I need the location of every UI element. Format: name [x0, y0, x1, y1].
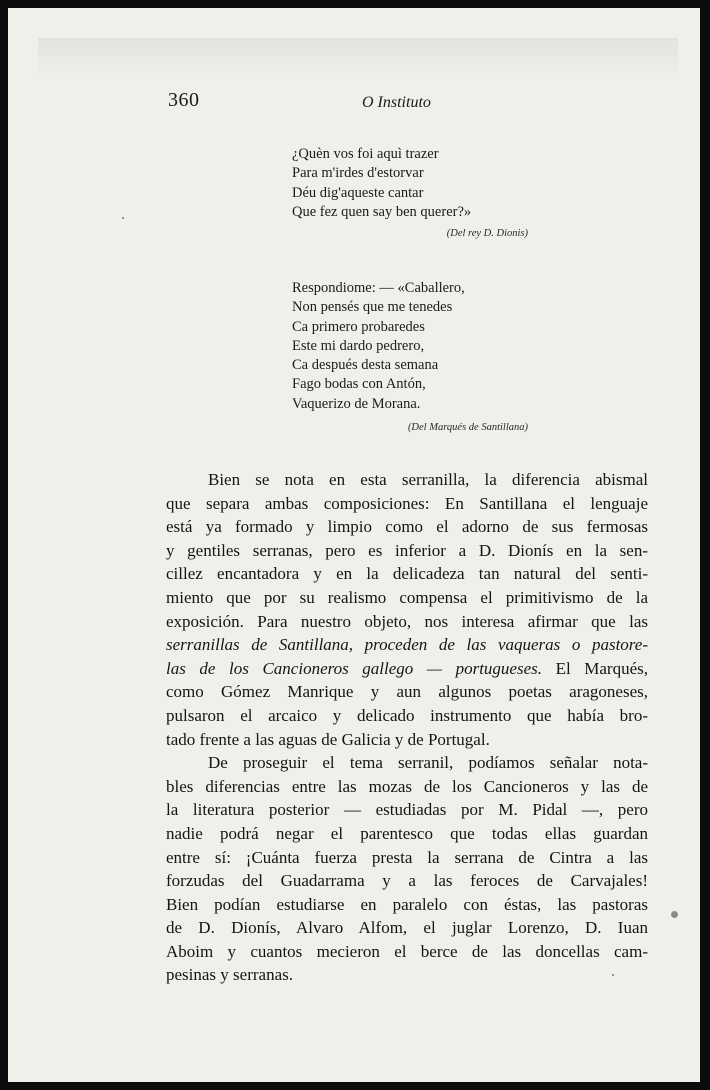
- poem-line: Ca después desta semana: [292, 357, 439, 374]
- poem-line: ¿Quèn vos foi aquì trazer: [292, 146, 439, 162]
- text-line: como Gómez Manrique y aun algunos poetas aragoneses,: [166, 682, 648, 702]
- text-line: bles diferencias entre las mozas de los Cancioneros y las de: [166, 776, 648, 796]
- text-line: De proseguir el tema serranil, podíamos señalar nota-: [208, 753, 648, 773]
- text-line: cillez encantadora y en la delicadeza tan natural del senti-: [166, 564, 648, 584]
- page-number: 360: [168, 89, 200, 111]
- paper-speck: [671, 911, 678, 918]
- poem-line: Que fez quen say ben querer?»: [292, 203, 472, 220]
- text-line: Bien se nota en esta serranilla, la diferencia abismal: [208, 470, 648, 489]
- body-text: [166, 468, 648, 987]
- poem-line: Vaquerizo de Morana.: [292, 395, 421, 412]
- text-line: la literatura posterior — estudiadas por M. Pidal —, pero: [166, 800, 648, 820]
- paper-speck: [122, 217, 124, 219]
- poem-attribution: (Del rey D. Dionis): [446, 228, 528, 239]
- text-line: nadie podrá negar el parentesco que todas ellas guardan: [166, 823, 648, 843]
- italic-text: serranillas de Santillana, proceden de las vaqueras o pastore-: [166, 635, 648, 655]
- poem-line: Este mi dardo pedrero,: [292, 337, 425, 354]
- book-page: [8, 8, 700, 1082]
- poem-line: Déu dig'aqueste cantar: [292, 184, 424, 201]
- text-line: tado frente a las aguas de Galicia y de Portugal.: [166, 729, 490, 749]
- text-line: Bien podían estudiarse en paralelo con éstas, las pastoras: [166, 894, 648, 914]
- text-line: pesinas y serranas.: [166, 965, 293, 985]
- text-line: exposición. Para nuestro objeto, nos interesa afirmar que las: [166, 611, 648, 631]
- poem-line: Ca primero probaredes: [292, 318, 425, 335]
- poem-santillana: [292, 279, 552, 414]
- poem-line: Fago bodas con Antón,: [292, 376, 426, 393]
- text-line: miento que por su realismo compensa el primitivismo de la: [166, 587, 648, 607]
- poem-line: Non pensés que me tenedes: [292, 299, 453, 316]
- italic-text: las de los Cancioneros gallego — portugueses.: [166, 658, 542, 678]
- text-line: [166, 633, 648, 657]
- text-line: pulsaron el arcaico y delicado instrumento que había bro-: [166, 705, 648, 725]
- text-line: Aboim y cuantos mecieron el berce de las doncellas cam-: [166, 941, 648, 961]
- poem-line: Para m'irdes d'estorvar: [292, 165, 424, 182]
- text-fragment: El Marqués,: [542, 658, 649, 678]
- text-line: que separa ambas composiciones: En Santillana el lenguaje: [166, 493, 648, 513]
- text-line: entre sí: ¡Cuánta fuerza presta la serrana de Cintra a las: [166, 847, 648, 867]
- text-line: forzudas del Guadarrama y a las feroces de Carvajales!: [166, 871, 648, 891]
- poem-attribution: (Del Marqués de Santillana): [407, 422, 528, 433]
- poem-line: Respondiome: — «Caballero,: [292, 280, 465, 296]
- text-line: [166, 657, 648, 681]
- text-line: y gentiles serranas, pero es inferior a D. Dionís en la sen-: [166, 540, 648, 560]
- text-line: de D. Dionís, Alvaro Alfom, el juglar Lorenzo, D. Iuan: [166, 918, 648, 938]
- running-title: O Instituto: [362, 94, 431, 111]
- poem-dionis: [292, 145, 552, 222]
- text-line: está ya formado y limpio como el adorno de sus fermosas: [166, 517, 648, 537]
- paper-speck: [612, 974, 614, 976]
